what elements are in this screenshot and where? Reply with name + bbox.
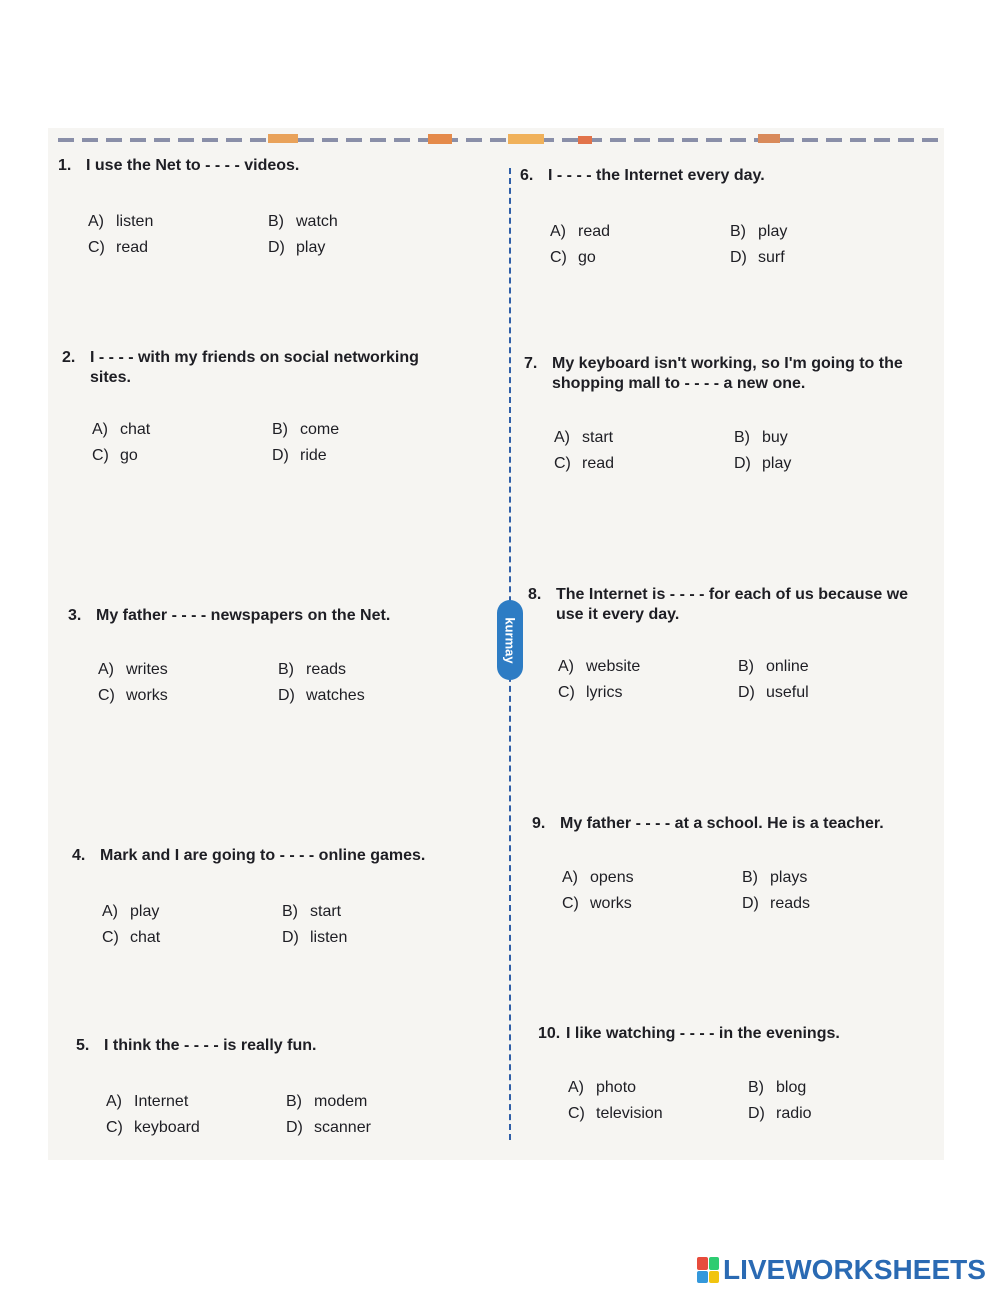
option-d[interactable] — [286, 1118, 456, 1138]
option-text: plays — [770, 869, 808, 886]
question-text: Mark and I are going to - - - - online games. — [100, 847, 426, 864]
option-b[interactable] — [738, 657, 908, 677]
option-text: photo — [596, 1079, 637, 1096]
option-a[interactable] — [568, 1078, 748, 1098]
option-text: chat — [120, 421, 151, 438]
option-b[interactable] — [286, 1092, 456, 1112]
option-letter: A) — [554, 429, 570, 446]
option-letter: B) — [730, 223, 746, 240]
option-text: reads — [770, 895, 811, 912]
question-7 — [524, 354, 934, 474]
option-d[interactable] — [748, 1104, 918, 1124]
option-letter: D) — [278, 687, 295, 704]
option-text: modem — [314, 1093, 368, 1110]
option-letter: C) — [550, 249, 567, 266]
question-number: 7. — [524, 355, 538, 372]
option-text: read — [582, 455, 615, 472]
option-text: chat — [130, 929, 161, 946]
option-letter: D) — [730, 249, 747, 266]
option-text: start — [310, 903, 342, 920]
option-text: opens — [590, 869, 634, 886]
option-a[interactable] — [98, 660, 278, 680]
option-b[interactable] — [278, 660, 448, 680]
question-text: I - - - - with my friends on social networking sites. — [90, 349, 419, 386]
option-letter: C) — [568, 1105, 585, 1122]
option-letter: B) — [748, 1079, 764, 1096]
question-2 — [62, 348, 462, 466]
option-letter: B) — [742, 869, 758, 886]
question-number: 9. — [532, 815, 546, 832]
option-c[interactable] — [102, 928, 282, 948]
option-text: play — [130, 903, 160, 920]
option-text: play — [758, 223, 788, 240]
option-letter: C) — [98, 687, 115, 704]
question-5 — [76, 1036, 496, 1138]
option-text: watch — [296, 213, 338, 230]
publisher-badge-text: kurmay — [502, 616, 518, 664]
option-text: reads — [306, 661, 347, 678]
option-letter: A) — [88, 213, 104, 230]
option-c[interactable] — [558, 683, 738, 703]
option-text: play — [762, 455, 792, 472]
option-text: listen — [310, 929, 348, 946]
option-c[interactable] — [106, 1118, 286, 1138]
option-c[interactable] — [92, 446, 272, 466]
option-b[interactable] — [282, 902, 452, 922]
question-1 — [58, 156, 498, 258]
option-a[interactable] — [550, 222, 730, 242]
question-number: 3. — [68, 607, 82, 624]
option-letter: A) — [558, 658, 574, 675]
option-letter: B) — [268, 213, 284, 230]
option-text: lyrics — [586, 684, 623, 701]
question-number: 2. — [62, 349, 76, 366]
option-text: radio — [776, 1105, 812, 1122]
option-text: read — [116, 239, 149, 256]
option-letter: C) — [554, 455, 571, 472]
option-text: buy — [762, 429, 788, 446]
option-letter: B) — [738, 658, 754, 675]
option-letter: C) — [562, 895, 579, 912]
option-text: go — [578, 249, 596, 266]
question-9 — [532, 814, 936, 914]
liveworksheets-logo[interactable] — [697, 1254, 986, 1286]
option-d[interactable] — [742, 894, 912, 914]
question-number: 6. — [520, 167, 534, 184]
question-number: 1. — [58, 157, 72, 174]
option-b[interactable] — [272, 420, 442, 440]
question-text: My father - - - - newspapers on the Net. — [96, 607, 391, 624]
option-text: go — [120, 447, 138, 464]
option-text: come — [300, 421, 340, 438]
question-number: 4. — [72, 847, 86, 864]
option-letter: B) — [734, 429, 750, 446]
option-letter: D) — [268, 239, 285, 256]
question-8 — [528, 585, 936, 703]
option-letter: D) — [738, 684, 755, 701]
question-text: The Internet is - - - - for each of us because we use it every day. — [556, 586, 909, 623]
option-text: play — [296, 239, 326, 256]
option-d[interactable] — [268, 238, 438, 258]
question-text: I - - - - the Internet every day. — [548, 167, 765, 184]
question-number: 5. — [76, 1037, 90, 1054]
option-letter: C) — [558, 684, 575, 701]
option-c[interactable] — [88, 238, 268, 258]
option-letter: C) — [88, 239, 105, 256]
top-decorative-border — [58, 134, 942, 146]
option-letter: D) — [282, 929, 299, 946]
liveworksheets-icon — [697, 1257, 719, 1283]
option-text: read — [578, 223, 611, 240]
option-letter: A) — [98, 661, 114, 678]
option-c[interactable] — [568, 1104, 748, 1124]
option-letter: A) — [562, 869, 578, 886]
option-text: blog — [776, 1079, 807, 1096]
option-text: website — [586, 658, 641, 675]
option-a[interactable] — [92, 420, 272, 440]
question-text: I like watching - - - - in the evenings. — [566, 1025, 840, 1042]
option-letter: C) — [106, 1119, 123, 1136]
option-a[interactable] — [558, 657, 738, 677]
question-text: My father - - - - at a school. He is a teacher. — [560, 815, 884, 832]
question-number: 8. — [528, 586, 542, 603]
option-text: listen — [116, 213, 154, 230]
option-a[interactable] — [102, 902, 282, 922]
option-letter: A) — [102, 903, 118, 920]
publisher-badge — [497, 600, 523, 680]
option-d[interactable] — [734, 454, 904, 474]
option-c[interactable] — [98, 686, 278, 706]
option-a[interactable] — [562, 868, 742, 888]
question-number: 10. — [538, 1025, 561, 1042]
option-c[interactable] — [550, 248, 730, 268]
question-3 — [68, 606, 498, 706]
option-a[interactable] — [106, 1092, 286, 1112]
option-a[interactable] — [88, 212, 268, 232]
option-c[interactable] — [562, 894, 742, 914]
option-text: works — [126, 687, 168, 704]
option-c[interactable] — [554, 454, 734, 474]
option-a[interactable] — [554, 428, 734, 448]
option-text: keyboard — [134, 1119, 200, 1136]
question-text: I use the Net to - - - - videos. — [86, 157, 300, 174]
option-text: surf — [758, 249, 785, 266]
option-b[interactable] — [268, 212, 438, 232]
question-6 — [520, 166, 930, 268]
option-d[interactable] — [730, 248, 900, 268]
option-letter: B) — [282, 903, 298, 920]
option-letter: D) — [748, 1105, 765, 1122]
option-text: start — [582, 429, 614, 446]
question-text: I think the - - - - is really fun. — [104, 1037, 317, 1054]
option-text: scanner — [314, 1119, 371, 1136]
option-letter: C) — [92, 447, 109, 464]
option-letter: A) — [568, 1079, 584, 1096]
option-d[interactable] — [282, 928, 452, 948]
option-text: Internet — [134, 1093, 189, 1110]
option-b[interactable] — [730, 222, 900, 242]
option-letter: D) — [742, 895, 759, 912]
option-letter: C) — [102, 929, 119, 946]
option-b[interactable] — [734, 428, 904, 448]
option-b[interactable] — [742, 868, 912, 888]
option-text: writes — [126, 661, 168, 678]
option-letter: A) — [92, 421, 108, 438]
option-text: online — [766, 658, 809, 675]
question-4 — [72, 846, 502, 948]
option-letter: A) — [106, 1093, 122, 1110]
question-10 — [538, 1024, 936, 1124]
option-d[interactable] — [278, 686, 448, 706]
option-letter: D) — [272, 447, 289, 464]
option-letter: D) — [734, 455, 751, 472]
brand-name: LIVEWORKSHEETS — [723, 1254, 986, 1285]
option-text: useful — [766, 684, 809, 701]
question-text: My keyboard isn't working, so I'm going to the shopping mall to - - - - a new one. — [552, 355, 903, 392]
option-text: ride — [300, 447, 327, 464]
option-letter: B) — [286, 1093, 302, 1110]
option-text: watches — [306, 687, 365, 704]
option-letter: A) — [550, 223, 566, 240]
option-letter: B) — [272, 421, 288, 438]
option-text: works — [590, 895, 632, 912]
option-b[interactable] — [748, 1078, 918, 1098]
option-letter: D) — [286, 1119, 303, 1136]
option-d[interactable] — [272, 446, 442, 466]
option-text: television — [596, 1105, 663, 1122]
option-letter: B) — [278, 661, 294, 678]
option-d[interactable] — [738, 683, 908, 703]
